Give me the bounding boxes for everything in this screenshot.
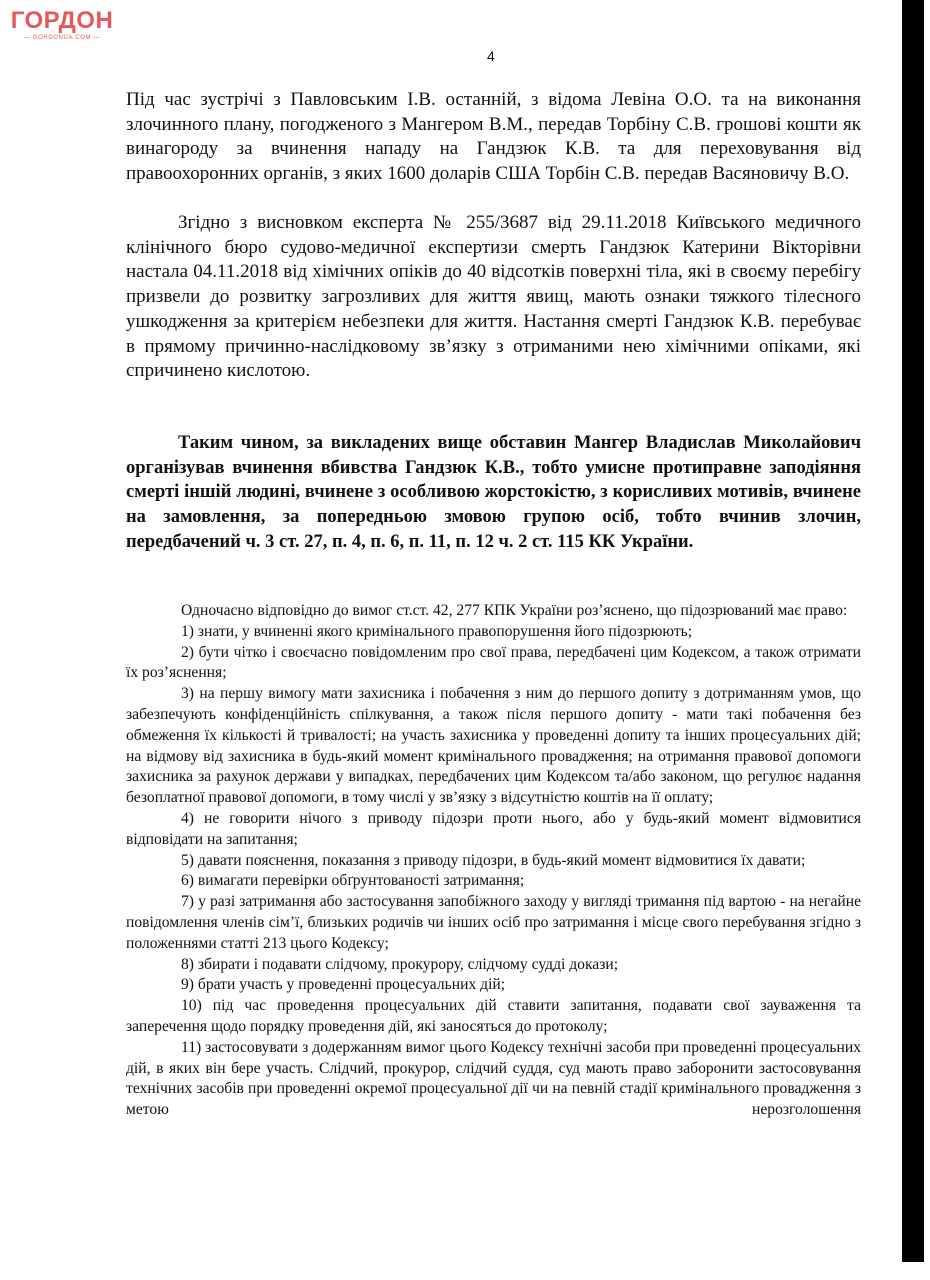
gordon-watermark-logo — [6, 8, 118, 42]
scan-edge-bar — [902, 0, 924, 1262]
watermark-site: — GORDONUA.COM — — [24, 35, 100, 41]
page-number: 4 — [487, 48, 495, 64]
right-item: 7) у разі затримання або застосування запобіжного заходу у вигляді тримання під вартою - на негайне повідомлення членів сім’ї, близьких родичів чи інших осіб про затримання і місце свого перебування згідно з положеннями статті 213 цього Кодексу; — [126, 893, 861, 952]
right-item: 5) давати пояснення, показання з приводу підозри, в будь-який момент відмовитися їх давати; — [181, 851, 806, 869]
paragraph-charge-summary — [126, 431, 861, 555]
rights-section — [126, 601, 861, 1121]
right-item: 10) під час проведення процесуальних дій ставити запитання, подавати свої зауваження та заперечення щодо порядку проведення дій, які заносяться до протоколу; — [126, 997, 861, 1035]
right-item: 3) на першу вимогу мати захисника і побачення з ним до першого допиту з дотриманням умов, що забезпечують конфіденційність спілкування, а також після першого допиту - мати такі побачення без обмеження їх кількості й тривалості; на участь захисника у проведенні допиту та інших процесуальних дій; на відмову від захисника в будь-який момент кримінального провадження; на отримання правової допомоги захисника за рахунок держави у випадках, передбачених цим Кодексом та/або законом, що регулює надання безоплатної правової допомоги, в тому числі у зв’язку з відсутністю коштів на її оплату; — [126, 685, 861, 807]
right-item: 4) не говорити нічого з приводу підозри проти нього, або у будь-який момент відмовитися відповідати на запитання; — [126, 809, 861, 848]
paragraph-text: Згідно з висновком експерта № 255/3687 від 29.11.2018 Київського медичного клінічного бюро судово-медичної експертизи смерть Гандзюк Катерини Вікторівни настала 04.11.2018 від хімічних опіків до 40 відсотків поверхні тіла, які в своєму перебігу призвели до розвитку загрозливих для життя явищ, мають ознаки тяжкого тілесного ушкодження за критерієм небезпеки для життя. Настання смерті Гандзюк К.В. перебуває в прямому причинно-наслідковому зв’язку з отриманими нею хімічними опіками, які спричинено кислотою. — [126, 212, 861, 382]
right-item: 6) вимагати перевірки обґрунтованості затримання; — [181, 872, 525, 890]
right-item: 8) збирати і подавати слідчому, прокурору, слідчому судді докази; — [181, 955, 619, 973]
paragraph-expert-conclusion — [126, 211, 861, 384]
right-item: 11) застосовувати з додержанням вимог цього Кодексу технічні засоби при проведенні процесуальних дій, в яких він бере участь. Слідчий, прокурор, слідчий суддя, суд мають право заборонити застосовування технічних засобів при проведенні окремої процесуальної дії чи на певній стадії кримінального провадження з метою нерозголошення — [126, 1038, 861, 1119]
watermark-brand: ГОРДОН — [10, 7, 114, 34]
rights-intro: Одночасно відповідно до вимог ст.ст. 42, 277 КПК України роз’яснено, що підозрюваний має право: — [181, 602, 848, 619]
right-item: 2) бути чітко і своєчасно повідомленим про свої права, передбачені цим Кодексом, а також отримати їх роз’яснення; — [126, 643, 861, 682]
paragraph-text: Під час зустрічі з Павловським І.В. останній, з відома Левіна О.О. та на виконання злочинного плану, погодженого з Мангером В.М., передав Торбіну С.В. грошові кошти як винагороду за вчинення нападу на Гандзюк К.В. та для переховування від правоохоронних органів, з яких 1600 доларів США Торбін С.В. передав Васяновичу В.О. — [126, 89, 861, 185]
right-item: 1) знати, у вчиненні якого кримінального правопорушення його підозрюють; — [181, 622, 693, 640]
right-item: 9) брати участь у проведенні процесуальних дій; — [181, 976, 506, 994]
paragraph-meeting — [126, 88, 861, 187]
paragraph-text: Таким чином, за викладених вище обставин Мангер Владислав Миколайович організував вчинення вбивства Гандзюк К.В., тобто умисне протиправне заподіяння смерті іншій людині, вчинене з особливою жорстокістю, з корисливих мотивів, вчинене на замовлення, за попередньою змовою групою осіб, тобто вчинив злочин, передбачений ч. 3 ст. 27, п. 4, п. 6, п. 11, п. 12 ч. 2 ст. 115 КК України. — [126, 433, 861, 552]
